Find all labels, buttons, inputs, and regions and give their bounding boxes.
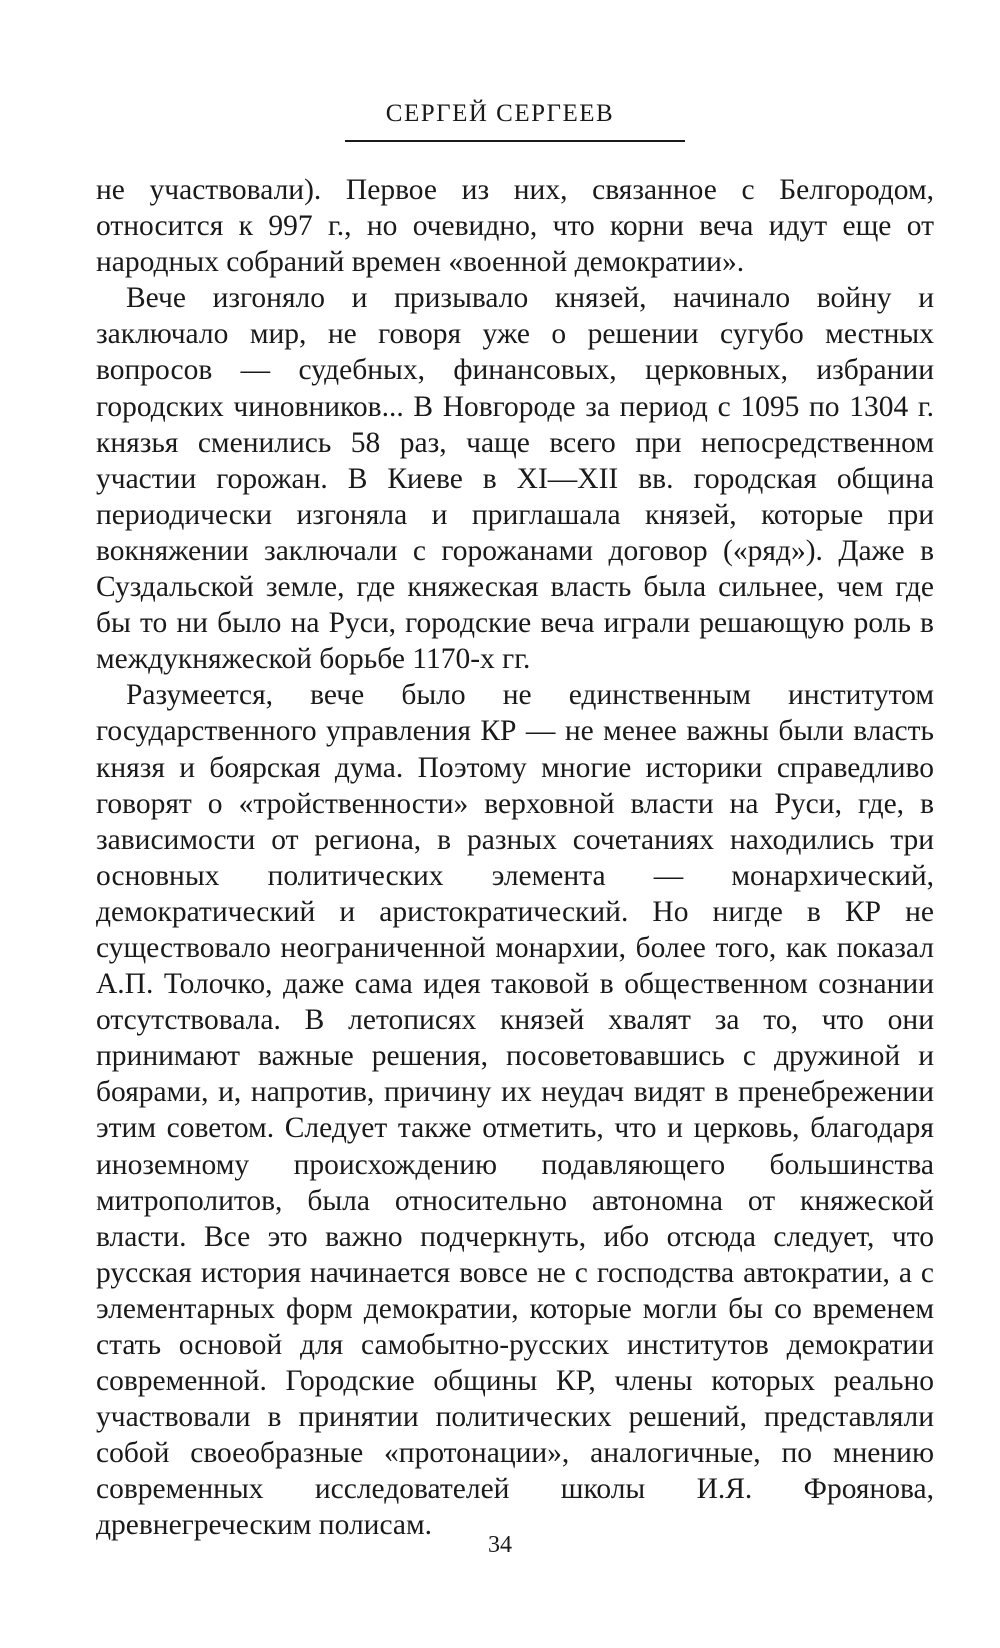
page-number: 34 bbox=[488, 1532, 512, 1558]
header-rule bbox=[345, 140, 685, 142]
paragraph-2: Вече изгоняло и призывало князей, начинало войну и заключало мир, не говоря уже о решении сугубо местных вопросов — судебных, финансовых, церковных, избрании городских чиновников... В Новгороде за период с 1095 по 1304 г. князья сменились 58 раз, чаще всего при непосредственном участии горожан. В Киеве в XI—XII вв. городская община периодически изгоняла и приглашала князей, которые при вокняжении заключали с горожанами договор («ряд»). Даже в Суздальской земле, где княжеская власть была сильнее, чем где бы то ни было на Руси, городские веча играли решающую роль в междукняжеской борьбе 1170-х гг. bbox=[96, 282, 934, 676]
main-text bbox=[96, 172, 934, 1544]
paragraph-1: не участвовали). Первое из них, связанное с Белгородом, относится к 997 г., но очевидно, что корни веча идут еще от народных собраний времен «военной демократии». bbox=[96, 174, 934, 279]
paragraph-3: Разумеется, вече было не единственным институтом государственного управления КР — не менее важны были власть князя и боярская дума. Поэтому многие историки справедливо говорят о «тройственности» верховной власти на Руси, где, в зависимости от региона, в разных сочетаниях находились три основных политических элемента — монархический, демократический и аристократический. Но нигде в КР не существовало неограниченной монархии, более того, как показал А.П. Толочко, даже сама идея таковой в общественном сознании отсутствовала. В летописях князей хвалят за то, что они принимают важные решения, посоветовавшись с дружиной и боярами, и, напротив, причину их неудач видят в пренебрежении этим советом. Следует также отметить, что и церковь, благодаря иноземному происхождению подавляющего большинства митрополитов, была относительно автономна от княжеской власти. Все это важно подчеркнуть, ибо отсюда следует, что русская история начинается вовсе не с господства автократии, а с элементарных форм демократии, которые могли бы со временем стать основой для самобытно-русских институтов демократии современной. Городские общины КР, члены которых реально участвовали в принятии политических решений, представляли собой своеобразные «протонации», аналогичные, по мнению современных исследователей школы И.Я. Фроянова, древнегреческим полисам. bbox=[96, 679, 934, 1542]
running-head-author: СЕРГЕЙ СЕРГЕЕВ bbox=[385, 100, 615, 127]
